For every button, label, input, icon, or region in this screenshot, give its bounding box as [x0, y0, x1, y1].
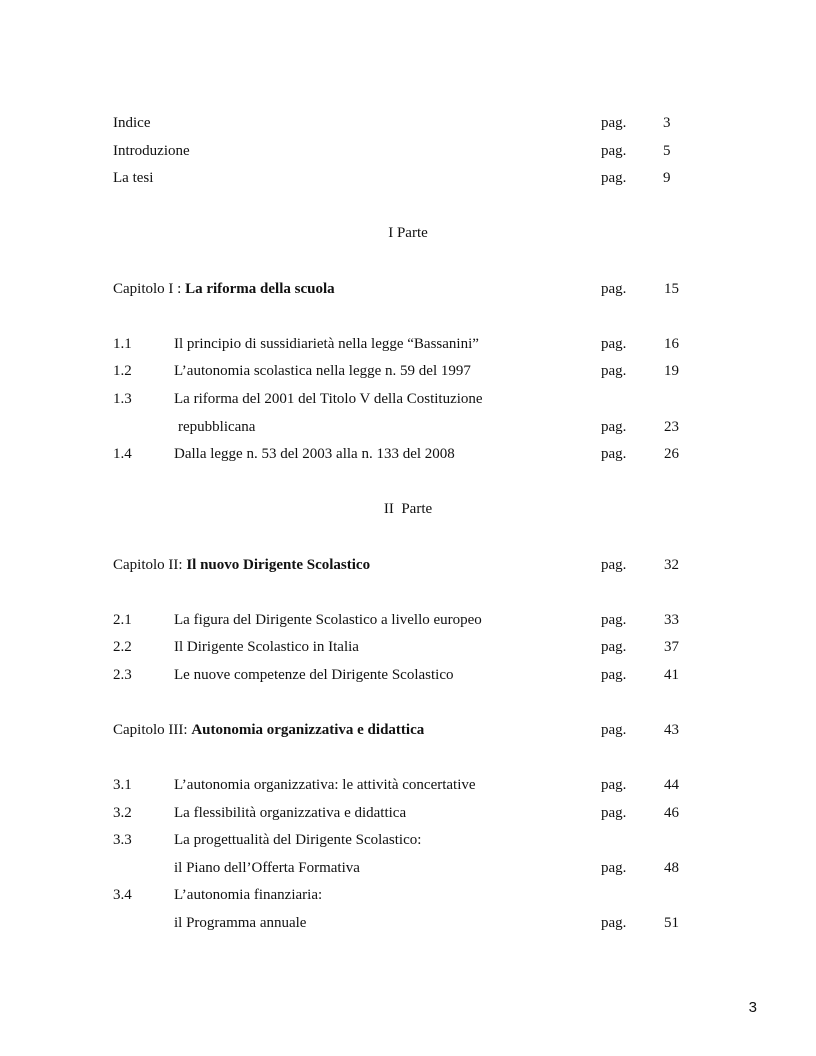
section-entry-continuation [0, 417, 816, 437]
toc-pag-label: pag. [601, 446, 627, 462]
chapter-title: Autonomia organizzativa e didattica [191, 722, 425, 738]
section-number: 3.1 [113, 777, 132, 793]
section-number: 2.1 [113, 612, 132, 628]
chapter-prefix: Capitolo I : [113, 281, 186, 297]
toc-entry-introduzione [0, 141, 816, 161]
section-entry [0, 665, 816, 685]
toc-pag-label: pag. [601, 115, 627, 131]
section-title: La figura del Dirigente Scolastico a livello europeo [174, 612, 482, 628]
section-entry [0, 610, 816, 630]
toc-page-number: 5 [663, 143, 671, 159]
toc-page-number: 16 [664, 336, 679, 352]
toc-page-number: 9 [663, 170, 671, 186]
toc-pag-label: pag. [601, 639, 627, 655]
section-title: Le nuove competenze del Dirigente Scolastico [174, 667, 454, 683]
section-entry-continuation [0, 858, 816, 878]
toc-pag-label: pag. [601, 419, 627, 435]
toc-pag-label: pag. [601, 667, 627, 683]
toc-page-number: 32 [664, 557, 679, 573]
section-number: 1.1 [113, 336, 132, 352]
section-title: La progettualità del Dirigente Scolastico: [174, 832, 422, 848]
section-number: 3.3 [113, 832, 132, 848]
part-title: I Parte [388, 225, 428, 241]
toc-page-number: 44 [664, 777, 679, 793]
chapter-prefix: Capitolo III: [113, 722, 192, 738]
section-entry [0, 389, 816, 409]
toc-pag-label: pag. [601, 777, 627, 793]
toc-pag-label: pag. [601, 557, 627, 573]
part-heading-2 [0, 499, 816, 519]
chapter-2-entry [0, 555, 816, 575]
toc-page-number: 43 [664, 722, 679, 738]
section-title: La riforma del 2001 del Titolo V della Costituzione [174, 391, 483, 407]
chapter-prefix: Capitolo II: [113, 557, 187, 573]
toc-pag-label: pag. [601, 860, 627, 876]
toc-page-number: 46 [664, 805, 679, 821]
toc-title: La tesi [113, 170, 154, 186]
toc-page-number: 3 [663, 115, 671, 131]
toc-page-number: 26 [664, 446, 679, 462]
toc-page-number: 51 [664, 915, 679, 931]
section-title: Il Dirigente Scolastico in Italia [174, 639, 359, 655]
section-title-continuation: il Piano dell’Offerta Formativa [174, 860, 360, 876]
part-title: II Parte [383, 501, 433, 517]
toc-page-number: 48 [664, 860, 679, 876]
toc-page-number: 33 [664, 612, 679, 628]
section-number: 1.4 [113, 446, 132, 462]
section-entry [0, 775, 816, 795]
part-heading-1 [0, 223, 816, 243]
toc-pag-label: pag. [601, 281, 627, 297]
toc-page-number: 41 [664, 667, 679, 683]
section-title: L’autonomia organizzativa: le attività concertative [174, 777, 476, 793]
toc-pag-label: pag. [601, 363, 627, 379]
section-number: 3.4 [113, 887, 132, 903]
toc-pag-label: pag. [601, 805, 627, 821]
toc-entry-indice [0, 113, 816, 133]
toc-pag-label: pag. [601, 143, 627, 159]
chapter-label [113, 720, 424, 740]
section-number: 2.3 [113, 667, 132, 683]
section-entry [0, 803, 816, 823]
section-title: L’autonomia finanziaria: [174, 887, 323, 903]
section-title: L’autonomia scolastica nella legge n. 59 del 1997 [174, 363, 471, 379]
section-title: Il principio di sussidiarietà nella legge “Bassanini” [174, 336, 479, 352]
section-title-continuation: il Programma annuale [174, 915, 307, 931]
chapter-label [113, 555, 370, 575]
section-entry [0, 444, 816, 464]
toc-page-number: 37 [664, 639, 679, 655]
toc-page-number: 23 [664, 419, 679, 435]
section-entry [0, 637, 816, 657]
section-entry [0, 334, 816, 354]
chapter-title: Il nuovo Dirigente Scolastico [186, 557, 371, 573]
toc-pag-label: pag. [601, 915, 627, 931]
section-title: La flessibilità organizzativa e didattica [174, 805, 407, 821]
page-number: 3 [748, 999, 757, 1016]
section-number: 1.3 [113, 391, 132, 407]
toc-pag-label: pag. [601, 170, 627, 186]
toc-pag-label: pag. [601, 336, 627, 352]
toc-pag-label: pag. [601, 612, 627, 628]
toc-title: Indice [113, 115, 151, 131]
section-entry [0, 830, 816, 850]
section-entry-continuation [0, 913, 816, 933]
toc-page-number: 15 [664, 281, 679, 297]
section-title-continuation: repubblicana [178, 419, 256, 435]
chapter-1-entry [0, 279, 816, 299]
section-number: 3.2 [113, 805, 132, 821]
section-entry [0, 885, 816, 905]
chapter-label [113, 279, 335, 299]
toc-pag-label: pag. [601, 722, 627, 738]
toc-entry-la-tesi [0, 168, 816, 188]
section-entry [0, 361, 816, 381]
chapter-title: La riforma della scuola [185, 281, 335, 297]
section-title: Dalla legge n. 53 del 2003 alla n. 133 del 2008 [174, 446, 455, 462]
section-number: 1.2 [113, 363, 132, 379]
toc-page-number: 19 [664, 363, 679, 379]
toc-title: Introduzione [113, 143, 190, 159]
section-number: 2.2 [113, 639, 132, 655]
chapter-3-entry [0, 720, 816, 740]
